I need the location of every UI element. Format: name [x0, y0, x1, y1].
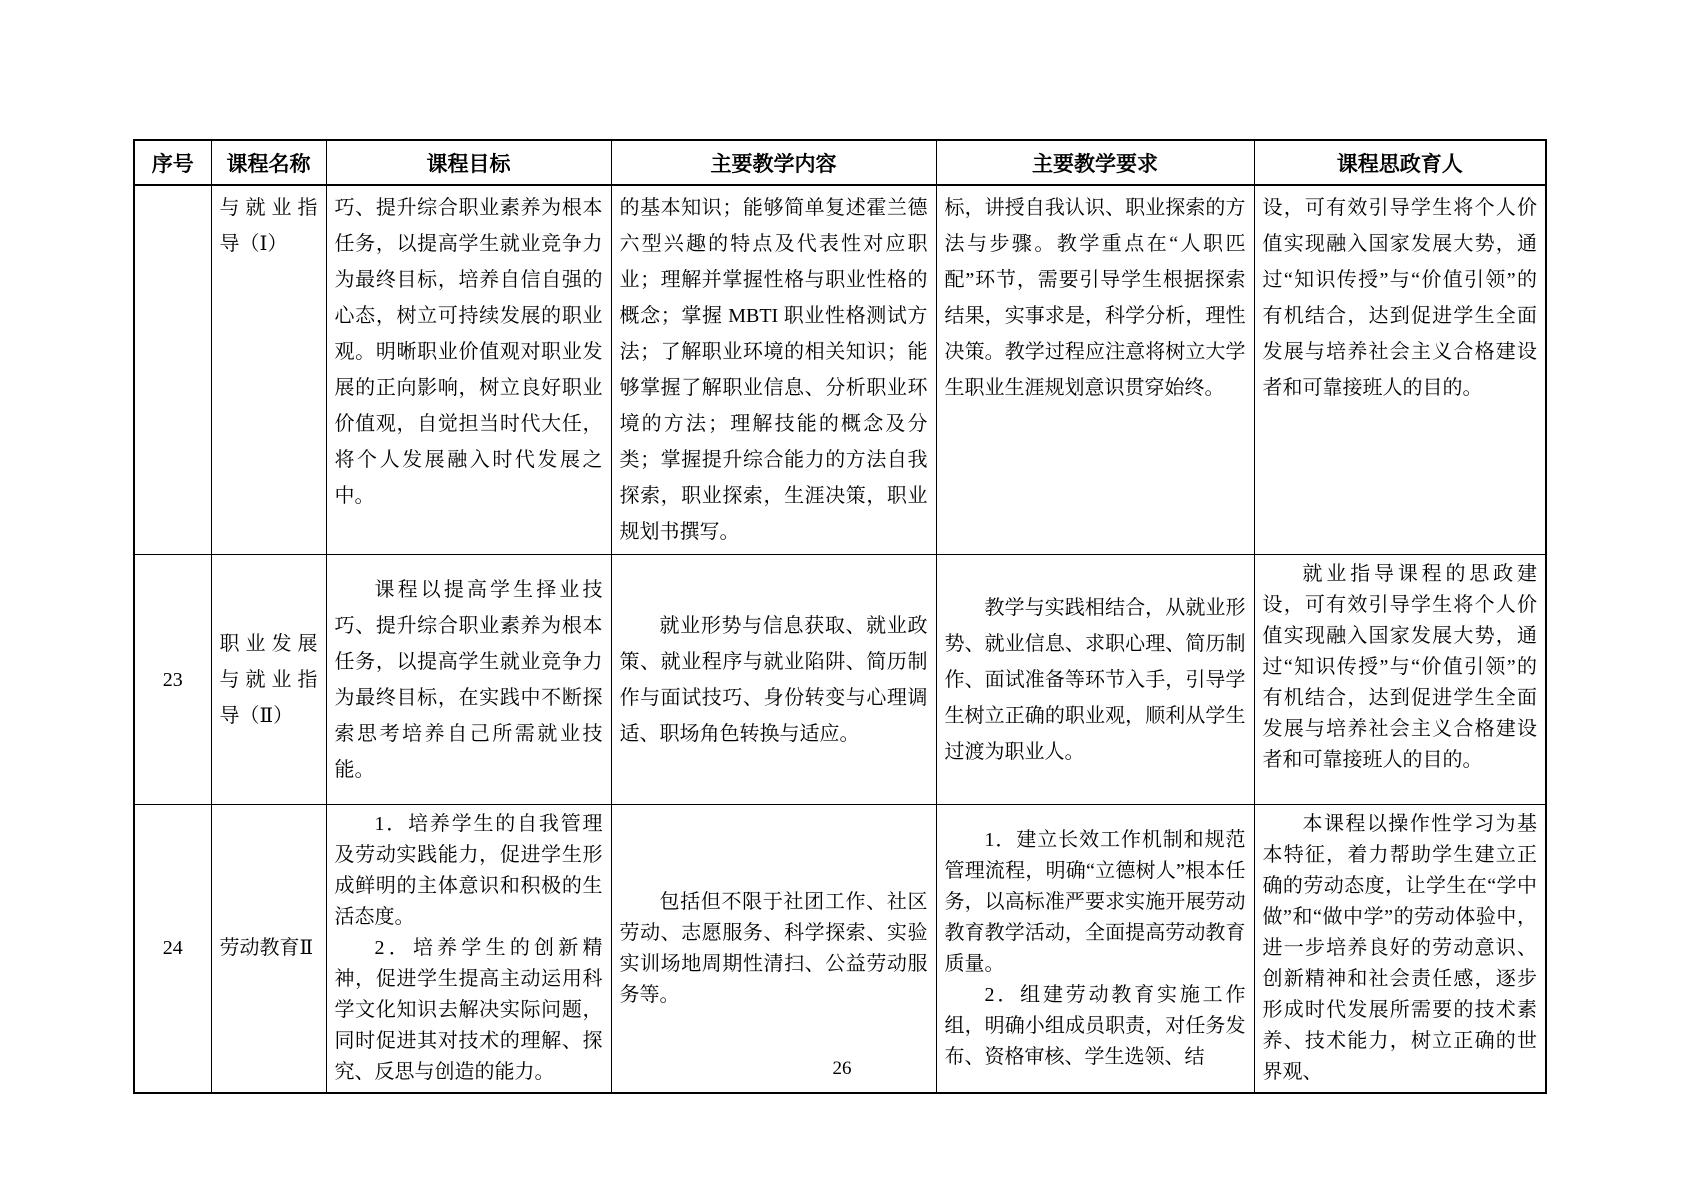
cell-goal — [326, 805, 611, 1094]
goal-paragraph: 课程以提高学生择业技巧、提升综合职业素养为根本任务，以提高学生就业竞争力为最终目标，在实践中不断探索思考培养自己所需就业技能。 — [334, 578, 603, 781]
requirement-paragraph: 教学与实践相结合，从就业形势、就业信息、求职心理、简历制作、面试准备等环节入手，引导学生树立正确的职业观，顺利从学生过渡为职业人。 — [944, 596, 1246, 763]
column-header-ideology: 课程思政育人 — [1254, 140, 1546, 185]
cell-requirement — [936, 555, 1254, 805]
page-number: 26 — [832, 1058, 852, 1079]
column-header-content: 主要教学内容 — [611, 140, 936, 185]
cell-ideology — [1254, 805, 1546, 1094]
cell-goal — [326, 185, 611, 555]
cell-content — [611, 185, 936, 555]
cell-goal — [326, 555, 611, 805]
goal-paragraph: 巧、提升综合职业素养为根本任务，以提高学生就业竞争力为最终目标，培养自信自强的心态，树立可持续发展的职业观。明晰职业价值观对职业发展的正向影响，树立良好职业价值观，自觉担当时代大任，将个人发展融入时代发展之中。 — [334, 197, 603, 507]
course-name-text: 劳动教育Ⅱ — [219, 937, 314, 959]
document-body — [133, 139, 1547, 1094]
cell-seq: 24 — [134, 805, 211, 1094]
column-header-seq: 序号 — [134, 140, 211, 185]
table-row-23 — [134, 555, 1546, 805]
ideology-paragraph: 本课程以操作性学习为基本特征，着力帮助学生建立正确的劳动态度，让学生在“学中做”和“做中学”的劳动体验中，进一步培养良好的劳动意识、创新精神和社会责任感，逐步形成时代发展所需要的技术素养、技术能力，树立正确的世界观、 — [1262, 813, 1537, 1083]
course-name-text: 与就业指导（Ⅰ） — [219, 197, 318, 255]
cell-requirement — [936, 805, 1254, 1094]
table-row-24 — [134, 805, 1546, 1094]
ideology-paragraph: 设，可有效引导学生将个人价值实现融入国家发展大势，通过“知识传授”与“价值引领”的有机结合，达到促进学生全面发展与培养社会主义合格建设者和可靠接班人的目的。 — [1262, 197, 1537, 399]
cell-content — [611, 555, 936, 805]
column-header-course-name: 课程名称 — [211, 140, 326, 185]
cell-course-name — [211, 805, 326, 1094]
cell-course-name — [211, 555, 326, 805]
requirement-paragraph-1: 1．建立长效工作机制和规范管理流程，明确“立德树人”根本任务，以高标准严要求实施开展劳动教育教学活动，全面提高劳动教育质量。 — [944, 828, 1246, 975]
content-paragraph: 包括但不限于社团工作、社区劳动、志愿服务、科学探索、实验实训场地周期性清扫、公益劳动服务等。 — [619, 890, 928, 1006]
goal-paragraph-1: 1．培养学生的自我管理及劳动实践能力，促进学生形成鲜明的主体意识和积极的生活态度。 — [334, 813, 603, 928]
ideology-paragraph: 就业指导课程的思政建设，可有效引导学生将个人价值实现融入国家发展大势，通过“知识传授”与“价值引领”的有机结合，达到促进学生全面发展与培养社会主义合格建设者和可靠接班人的目的。 — [1262, 563, 1537, 771]
cell-seq — [134, 185, 211, 555]
content-paragraph: 就业形势与信息获取、就业政策、就业程序与就业陷阱、简历制作与面试技巧、身份转变与心理调适、职场角色转换与适应。 — [619, 614, 928, 745]
cell-content — [611, 805, 936, 1094]
cell-seq: 23 — [134, 555, 211, 805]
content-paragraph: 的基本知识；能够简单复述霍兰德六型兴趣的特点及代表性对应职业；理解并掌握性格与职业性格的概念；掌握 MBTI 职业性格测试方法；了解职业环境的相关知识；能够掌握了解职业信息、分析职业环境的方法；理解技能的概念及分类；掌握提升综合能力的方法自我探索，职业探索，生涯决策，职业规划书撰写。 — [619, 197, 928, 543]
cell-ideology — [1254, 555, 1546, 805]
goal-paragraph-2: 2．培养学生的创新精神，促进学生提高主动运用科学文化知识去解决实际问题，同时促进其对技术的理解、探究、反思与创造的能力。 — [334, 937, 603, 1083]
table-row-continuation — [134, 185, 1546, 555]
column-header-requirement: 主要教学要求 — [936, 140, 1254, 185]
course-table — [133, 139, 1547, 1094]
course-name-text: 职业发展与就业指导（Ⅱ） — [219, 632, 318, 727]
cell-ideology — [1254, 185, 1546, 555]
table-header-row — [134, 140, 1546, 185]
column-header-goal: 课程目标 — [326, 140, 611, 185]
cell-course-name — [211, 185, 326, 555]
requirement-paragraph: 标，讲授自我认识、职业探索的方法与步骤。教学重点在“人职匹配”环节，需要引导学生根据探索结果，实事求是，科学分析，理性决策。教学过程应注意将树立大学生职业生涯规划意识贯穿始终。 — [944, 197, 1246, 399]
requirement-paragraph-2: 2．组建劳动教育实施工作组，明确小组成员职责，对任务发布、资格审核、学生选领、结 — [944, 983, 1246, 1068]
cell-requirement — [936, 185, 1254, 555]
